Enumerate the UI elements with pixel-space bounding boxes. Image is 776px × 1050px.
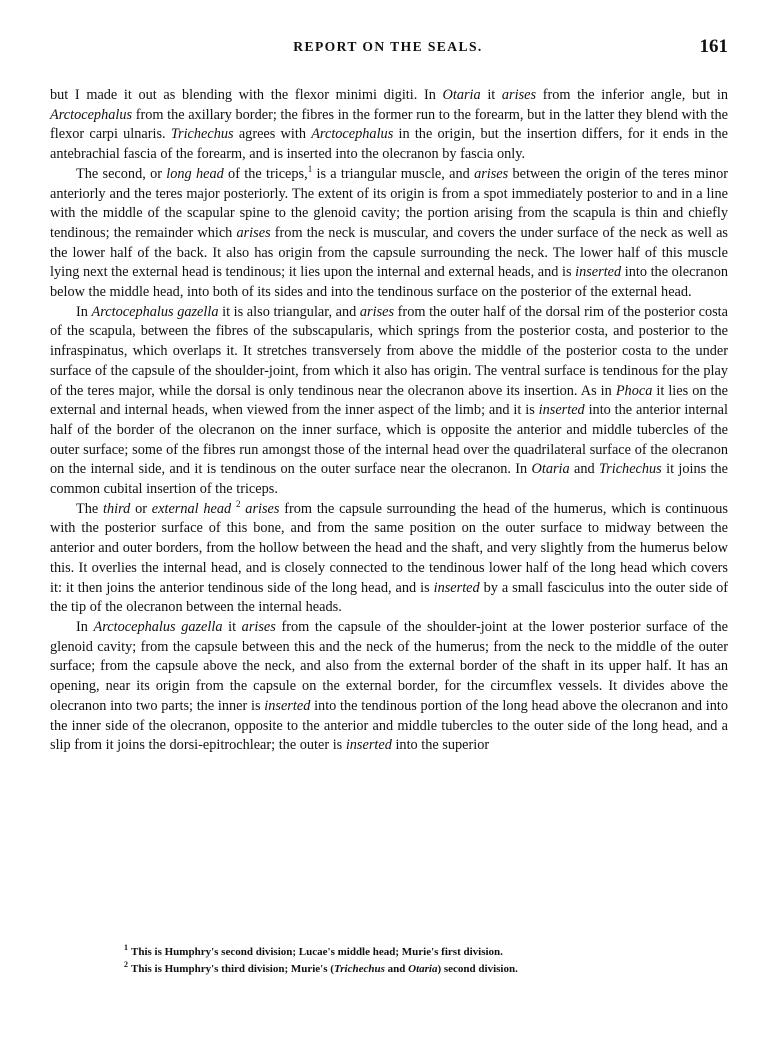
text-run: In [76,303,92,320]
italic-term: inserted [575,264,622,281]
italic-term: Trichechus [170,126,234,143]
text-run: but I made it out as blending with the flexor minimi digiti. In [50,87,443,103]
text-run: it is also triangular, and [218,303,360,320]
footnote-marker: 1 [124,943,128,952]
italic-term: Arctocephalus [311,126,394,143]
italic-term: inserted [538,402,585,419]
italic-term: Trichechus [333,963,385,975]
paragraph [50,500,728,618]
italic-term: inserted [264,697,311,714]
italic-term: Otaria [442,87,481,103]
text-run: and [569,461,599,478]
text-run: The second, or [76,165,167,182]
text-run: it [480,87,502,103]
text-run: in the origin, but the insertion differs, for it ends in the antebrachial fascia of the forearm, and is inserted into the olecranon by fascia only. [50,126,729,163]
text-run: into the anterior internal half of the border of the olecranon on the inner surface, which is opposite the anterior and middle tubercles of the outer surface; some of the fibres run amongst those of the internal head over the quadrilateral surface of the olecranon on the internal side, and it is tendinous on the outer surface near the olecranon. In [50,402,728,478]
italic-term: arises [241,618,276,635]
italic-term: Arctocephalus [50,106,133,123]
italic-term: Otaria [531,461,570,478]
italic-term: inserted [345,737,392,754]
italic-term: Arctocephalus gazella [91,303,219,320]
italic-term: Phoca [615,382,653,399]
italic-term: external head [151,500,232,517]
text-run: into the tendinous portion of the long head above the olecranon and into the inner side of the olecranon, opposite to the anterior and middle tubercles to the outer side of the long head, and a slip from it joins the dorsi-epitrochlear; the outer is [50,697,729,754]
page-header [48,36,728,60]
text-run: This is Humphry's third division; Murie's ( [131,963,334,975]
italic-term: arises [474,165,509,182]
footnote [124,961,684,978]
text-run: it [222,618,242,635]
text-run: or [130,500,152,517]
text-run: is a triangular muscle, and [312,165,475,182]
paragraph [50,618,728,756]
text-run: and [384,963,409,975]
text-run: from the inferior angle, but in [536,87,728,103]
italic-term: Arctocephalus gazella [93,618,223,635]
italic-term: long head [166,165,224,182]
text-run: This is Humphry's second division; Lucae's middle head; Murie's first division. [131,946,503,958]
paragraph [50,165,728,303]
text-run: of the triceps, [223,165,308,182]
text-run: from the capsule surrounding the head of the humerus, which is continuous with the posterior surface of this bone, and from the same position on the outer surface to midway between the anterior and outer borders, from the hollow between the head and the shaft, and very slightly from the humerus below this. It overlies the internal head, and is closely connected to the tendinous lower half of the long head which covers it: it then joins the anterior tendinous side of the long head, and is [50,500,728,596]
text-run: from the outer half of the dorsal rim of the posterior costa of the scapula, between the fibres of the subscapularis, which springs from the posterior costa, and posterior to the infraspinatus, which overlaps it. It stretches transversely from above the middle of the posterior costa to the under surface of the capsule of the shoulder-joint, from which it also has origin. The ventral surface is tendinous for the play of the teres major, while the dorsal is only tendinous near the olecranon above its insertion. As in [50,303,728,399]
italic-term: Otaria [408,963,438,975]
footnotes [124,944,684,978]
text-run: from the axillary border; the fibres in the former run to the forearm, but in the latter they blend with the flexor carpi ulnaris. [50,106,728,143]
text-run: it joins the common cubital insertion of the triceps. [50,461,728,498]
text-run: from the capsule of the shoulder-joint at the lower posterior surface of the glenoid cavity; from the capsule between this and the neck of the humerus; from the neck to the middle of the outer surface; from the capsule above the neck, and also from the external border of the shaft in its upper half. It has an opening, near its origin from the capsule on the external border, for the circumflex vessels. It divides above the olecranon into two parts; the inner is [50,618,729,714]
italic-term: third [103,500,131,517]
footnote-marker: 2 [124,960,128,969]
italic-term: arises [359,303,395,320]
footnote [124,944,684,961]
italic-term: arises [501,87,537,103]
italic-term: arises [236,224,271,241]
text-run: from the neck is muscular, and covers the under surface of the neck as well as the lower half of the back. It also has origin from the capsule surrounding the neck. The lower half of this muscle lying next the external head is tendinous; it lies upon the internal and external heads, and is [50,224,728,281]
italic-term: inserted [433,579,480,596]
text-run: ) second division. [437,963,518,975]
body-text [50,86,728,756]
text-run: agrees with [233,126,312,143]
text-run: between the origin of the teres minor anteriorly and the teres major posteriorly. The extent of its origin is from a spot immediately posterior to and in a line with the middle of the scapular spine to the glenoid cavity; the portion arising from the scapula is thin and chiefly tendinous; the remainder which [50,165,728,241]
page-number: 161 [699,36,728,57]
italic-term: arises [245,500,280,517]
italic-term: Trichechus [599,461,662,478]
text-run: The [76,500,104,517]
text-run: by a small fasciculus into the outer side of the tip of the olecranon between the internal heads. [50,579,728,616]
paragraph [50,86,728,165]
paragraph [50,303,728,500]
footnote-reference: 2 [236,498,241,509]
text-run: it lies on the external and internal heads, when viewed from the inner aspect of the limb; and it is [50,382,729,419]
running-head: REPORT ON THE SEALS. [293,39,483,54]
text-run: In [76,618,94,635]
text-run: into the olecranon below the middle head, into both of its sides and into the tendinous surface on the posterior of the external head. [50,264,729,301]
footnote-reference: 1 [307,163,313,174]
text-run: into the superior [391,737,490,754]
